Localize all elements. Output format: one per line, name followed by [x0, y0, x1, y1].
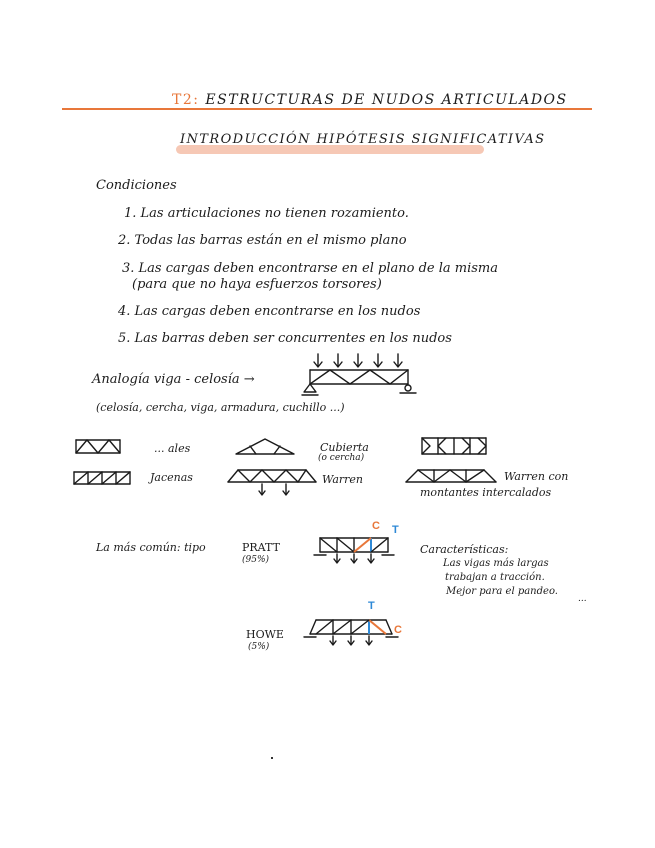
howe-percent: (5%)	[248, 642, 270, 652]
characteristic-1: Las vigas más largas	[443, 558, 549, 569]
warren-montantes-label-1: Warren con	[504, 470, 569, 483]
condition-3-note: (para que no haya esfuerzos torsores)	[132, 277, 382, 292]
subtitle: INTRODUCCIÓN HIPÓTESIS SIGNIFICATIVAS	[180, 132, 546, 147]
howe-truss-drawing	[306, 614, 400, 654]
ales-label: ... ales	[154, 442, 191, 455]
condition-5: 5. Las barras deben ser concurrentes en los nudos	[118, 331, 452, 346]
ales-truss-drawing	[74, 438, 124, 456]
conditions-heading: Condiciones	[96, 178, 177, 193]
analogy-names: (celosía, cercha, viga, armadura, cuchillo ...)	[96, 401, 345, 414]
characteristics-title: Características:	[420, 543, 509, 556]
pratt-label: PRATT	[242, 541, 280, 554]
warren-montantes-label-2: montantes intercalados	[420, 486, 552, 499]
characteristic-2: trabajan a tracción.	[445, 572, 545, 583]
condition-4: 4. Las cargas deben encontrarse en los nudos	[118, 304, 421, 319]
warren-label: Warren	[322, 473, 364, 486]
pratt-compression-mark: C	[372, 520, 380, 532]
jacena-truss-drawing	[72, 470, 134, 486]
cubierta-note: (o cercha)	[318, 453, 365, 463]
howe-compression-mark: C	[394, 624, 402, 636]
howe-tension-mark: T	[368, 600, 375, 612]
common-label: La más común: tipo	[96, 541, 206, 554]
howe-label: HOWE	[246, 628, 284, 641]
roof-truss-drawing	[234, 436, 296, 458]
characteristic-3: Mejor para el pandeo.	[446, 586, 558, 597]
analogy-truss-drawing	[300, 350, 420, 400]
cubierta-label: Cubierta	[320, 441, 369, 454]
title-text: ESTRUCTURAS DE NUDOS ARTICULADOS	[205, 92, 568, 108]
condition-1: 1. Las articulaciones no tienen rozamiento.	[124, 206, 409, 221]
pratt-tension-mark: T	[392, 524, 399, 536]
jacenas-label: Jacenas	[150, 471, 193, 484]
title-code: T2:	[172, 92, 200, 108]
warren-truss-drawing	[226, 466, 320, 500]
warren-verticals-drawing	[404, 466, 500, 486]
ink-dot	[271, 757, 273, 759]
analogy-label: Analogía viga - celosía →	[92, 372, 255, 387]
pratt-percent: (95%)	[242, 555, 270, 565]
condition-3: 3. Las cargas deben encontrarse en el plano de la misma	[122, 261, 498, 276]
page-title	[172, 92, 568, 108]
pratt-truss-drawing	[316, 532, 396, 572]
characteristic-ellipsis: ...	[578, 594, 587, 604]
title-underline	[62, 108, 592, 110]
condition-2: 2. Todas las barras están en el mismo plano	[118, 233, 407, 248]
k-truss-drawing	[420, 436, 490, 456]
